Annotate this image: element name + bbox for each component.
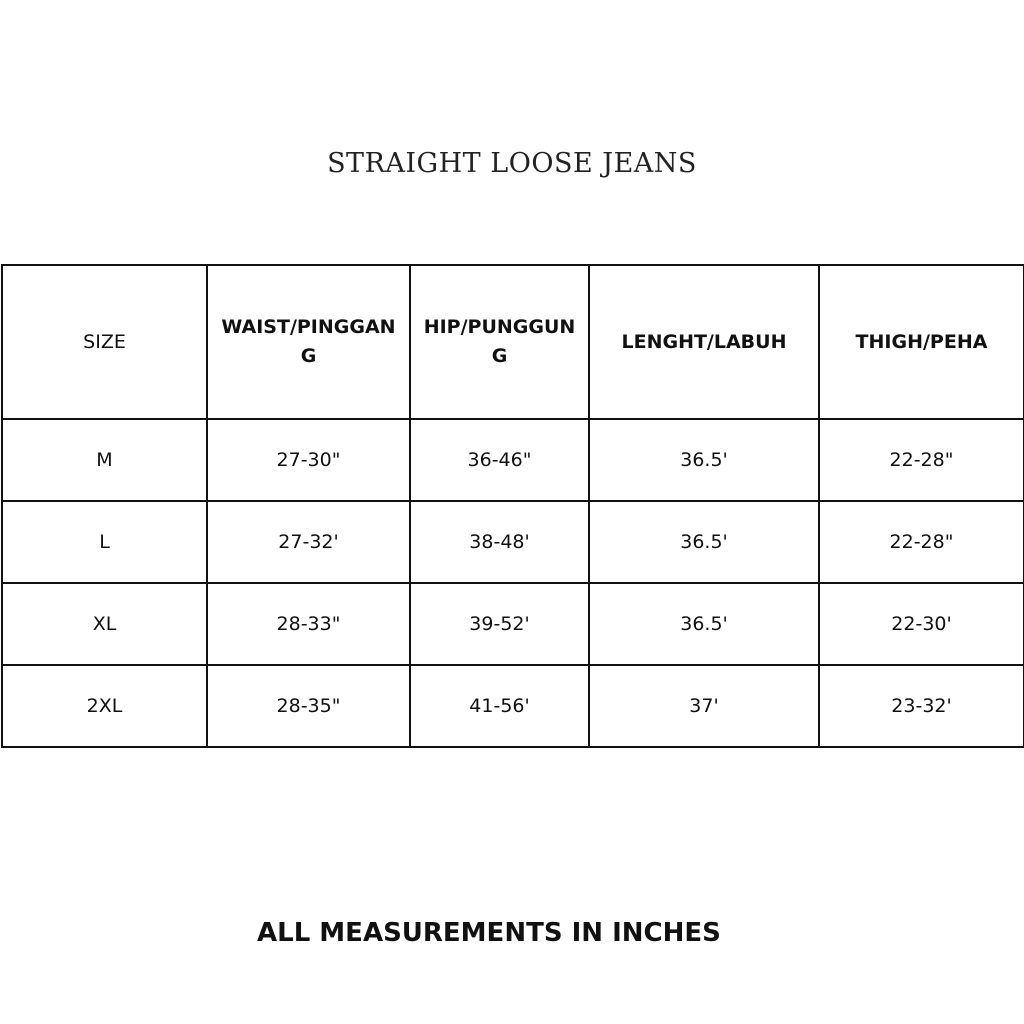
header-hip: HIP/PUNGGUNG (410, 265, 589, 419)
cell-thigh: 22-30' (819, 583, 1024, 665)
cell-length: 36.5' (589, 419, 819, 501)
cell-length: 36.5' (589, 501, 819, 583)
header-waist: WAIST/PINGGANG (207, 265, 410, 419)
cell-hip: 39-52' (410, 583, 589, 665)
size-chart-table (1, 264, 1024, 748)
header-thigh: THIGH/PEHA (819, 265, 1024, 419)
header-size: SIZE (2, 265, 207, 419)
cell-length: 36.5' (589, 583, 819, 665)
page-title: STRAIGHT LOOSE JEANS (327, 148, 697, 179)
cell-thigh: 22-28" (819, 501, 1024, 583)
cell-hip: 36-46" (410, 419, 589, 501)
table-row (2, 583, 1024, 665)
cell-hip: 38-48' (410, 501, 589, 583)
header-row (2, 265, 1024, 419)
header-length: LENGHT/LABUH (589, 265, 819, 419)
cell-waist: 28-35" (207, 665, 410, 747)
cell-waist: 27-32' (207, 501, 410, 583)
cell-thigh: 22-28" (819, 419, 1024, 501)
cell-hip: 41-56' (410, 665, 589, 747)
cell-size: M (2, 419, 207, 501)
cell-thigh: 23-32' (819, 665, 1024, 747)
table-row (2, 419, 1024, 501)
cell-size: 2XL (2, 665, 207, 747)
cell-waist: 28-33" (207, 583, 410, 665)
table-row (2, 665, 1024, 747)
measurement-note: ALL MEASUREMENTS IN INCHES (257, 918, 721, 948)
cell-length: 37' (589, 665, 819, 747)
table-row (2, 501, 1024, 583)
cell-waist: 27-30" (207, 419, 410, 501)
cell-size: XL (2, 583, 207, 665)
cell-size: L (2, 501, 207, 583)
